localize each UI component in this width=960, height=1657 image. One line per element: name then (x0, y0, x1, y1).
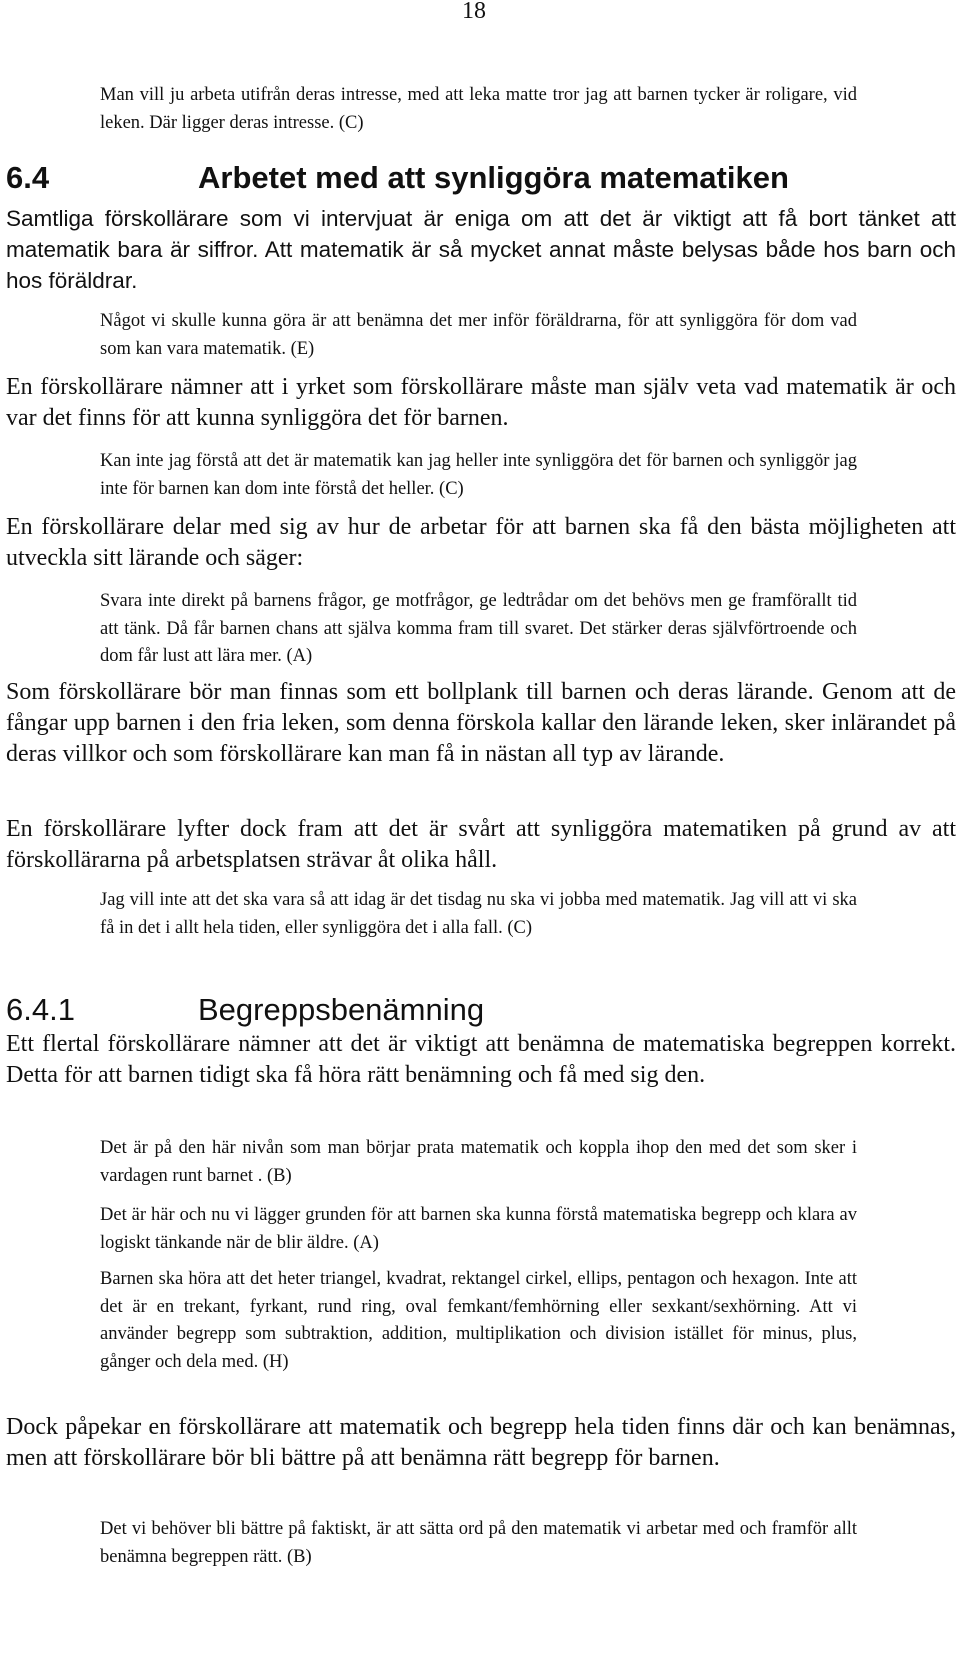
page-number: 18 (462, 0, 486, 24)
section-heading-6-4 (6, 160, 789, 196)
quote-counter-questions: Svara inte direkt på barnens frågor, ge motfrågor, ge ledtrådar om det behövs men ge framförallt tid att tänk. Då får barnen chans att själva komma fram till svaret. Det stärker deras självförtroende och dom får lust att lära mer. (A) (100, 591, 857, 666)
quote-tuesday: Jag vill inte att det ska vara så att idag är det tisdag nu ska vi jobba med matematik. Jag vill att vi ska få in det i allt hela tiden, eller synliggöra det i alla fall. (C) (100, 890, 857, 938)
section-title: Arbetet med att synliggöra matematiken (198, 160, 789, 195)
quote-shapes: Barnen ska höra att det heter triangel, kvadrat, rektangel cirkel, ellips, pentagon och hexagon. Inte att det är en trekant, fyrkant, rund ring, oval femkant/femhörning eller sexkant/sexhörning. Att vi använder begrepp som subtraktion, addition, multiplikation och division istället för minus, plus, gånger och dela med. (H) (100, 1269, 857, 1372)
quote-interest: Man vill ju arbeta utifrån deras intresse, med att leka matte tror jag att barnen tycker är roligare, vid leken. Där ligger deras intresse. (C) (100, 85, 857, 133)
subsection-title: Begreppsbenämning (198, 992, 485, 1027)
paragraph-all-agree: Samtliga förskollärare som vi intervjuat är eniga om att det är viktigt att få bort tänket att matematik bara är siffror. Att matematik är så mycket annat måste belysas både hos barn och hos föräldrar. (6, 206, 956, 293)
paragraph-name-concepts: Ett flertal förskollärare nämner att det är viktigt att benämna de matematiska begreppen korrekt. Detta för att barnen tidigt ska få höra rätt benämning och få med sig den. (6, 1031, 956, 1088)
quote-understand: Kan inte jag förstå att det är matematik kan jag heller inte synliggöra det för barnen och synliggör jag inte för barnen kan dom inte förstå det heller. (C) (100, 451, 857, 499)
paragraph-best-opportunity: En förskollärare delar med sig av hur de arbetar för att barnen ska få den bästa möjligheten att utveckla sitt lärande och säger: (6, 514, 956, 571)
quote-parents: Något vi skulle kunna göra är att benämna det mer inför föräldrarna, för att synliggöra för dom vad som kan vara matematik. (E) (100, 311, 857, 359)
paragraph-math-everywhere: Dock påpekar en förskollärare att matematik och begrepp hela tiden finns där och kan benämnas, men att förskollärare bör bli bättre på att benämna rätt begrepp för barnen. (6, 1414, 956, 1471)
paragraph-know-math: En förskollärare nämner att i yrket som förskollärare måste man själv veta vad matematik är och var det finns för att kunna synliggöra det för barnen. (6, 374, 956, 431)
paragraph-difficult: En förskollärare lyfter dock fram att det är svårt att synliggöra matematiken på grund av att förskollärarna på arbetsplatsen strävar åt olika håll. (6, 816, 956, 873)
quote-this-level: Det är på den här nivån som man börjar prata matematik och koppla ihop den med det som sker i vardagen runt barnet . (B) (100, 1138, 857, 1186)
quote-foundation: Det är här och nu vi lägger grunden för att barnen ska kunna förstå matematiska begrepp och klara av logiskt tänkande när de blir äldre. (A) (100, 1205, 857, 1253)
subsection-number: 6.4.1 (6, 992, 75, 1027)
quote-better-naming: Det vi behöver bli bättre på faktiskt, är att sätta ord på den matematik vi arbetar med och framför allt benämna begreppen rätt. (B) (100, 1519, 857, 1567)
paragraph-sounding-board: Som förskollärare bör man finnas som ett bollplank till barnen och deras lärande. Genom att de fångar upp barnen i den fria leken, som denna förskola kallar den lärande leken, sker inlärandet på deras villkor och som förskollärare kan man få in nästan all typ av lärande. (6, 679, 956, 767)
section-heading-6-4-1 (6, 992, 484, 1028)
section-number: 6.4 (6, 160, 50, 195)
